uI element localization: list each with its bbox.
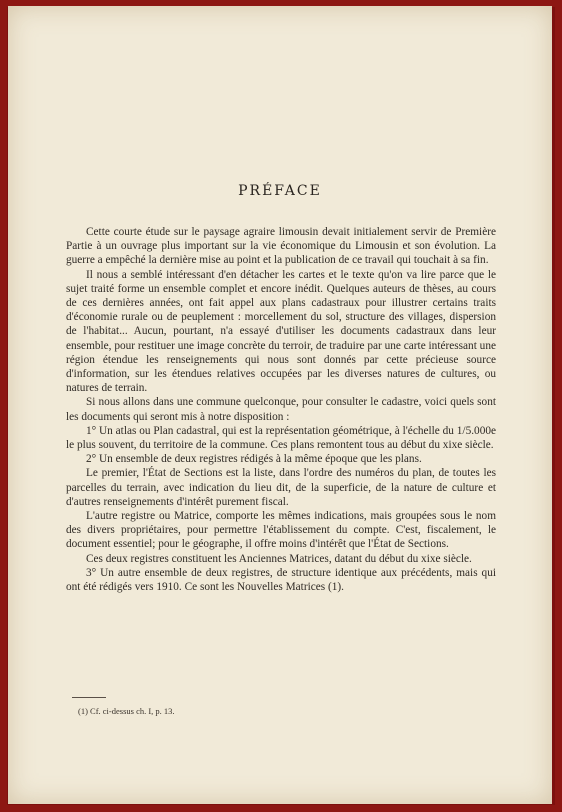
paragraph-2: Il nous a semblé intéressant d'en détacher les cartes et le texte qu'on va lire parce que le sujet traité forme un ensemble complet et encore inédit. Quelques auteurs de thèses, au cours de ces dernières années, ont fait appel aux plans cadastraux pour illustrer certains traits d'économie rurale ou de peuplement : morcellement du sol, structure des villages, dispersion de l'habitat... Aucun, pourtant, n'a essayé d'utiliser les documents cadastraux dans leur ensemble, pour restituer une image concrète du terroir, de traduire par une carte intéressant une région étendue les renseignements qui nous sont donnés par cette précieuse source d'information, sur les étendues relatives occupées par les diverses natures de cultures, ou natures de terrain. <box>66 268 496 395</box>
body-text <box>66 225 496 594</box>
page-title: PRÉFACE <box>238 183 322 199</box>
paragraph-9: 3° Un autre ensemble de deux registres, de structure identique aux précédents, mais qui ont été rédigés vers 1910. Ce sont les Nouvelles Matrices (1). <box>66 566 496 594</box>
paragraph-8: Ces deux registres constituent les Anciennes Matrices, datant du début du xixe siècle. <box>86 552 472 565</box>
paragraph-1: Cette courte étude sur le paysage agraire limousin devait initialement servir de Première Partie à un ouvrage plus important sur la vie économique du Limousin et son évolution. La guerre a empêché la dernière mise au point et la publication de ce travail qui touchait à sa fin. <box>66 226 496 267</box>
paragraph-5: 2° Un ensemble de deux registres rédigés à la même époque que les plans. <box>86 453 422 466</box>
paragraph-7: L'autre registre ou Matrice, comporte les mêmes indications, mais groupées sous le nom des divers propriétaires, pour permettre l'établissement du compte. C'est, fiscalement, le document essentiel; pour le géographe, il offre moins d'intérêt que l'État de Sections. <box>66 510 496 551</box>
document-page <box>8 6 552 804</box>
footnote: (1) Cf. ci-dessus ch. I, p. 13. <box>78 706 175 716</box>
paragraph-6: Le premier, l'État de Sections est la liste, dans l'ordre des numéros du plan, de toutes les parcelles du terrain, avec indication du lieu dit, de la superficie, de la nature de culture et d'autres renseignements d'intérêt purement fiscal. <box>66 467 496 508</box>
paragraph-3: Si nous allons dans une commune quelconque, pour consulter le cadastre, voici quels sont les documents qui seront mis à notre disposition : <box>66 396 496 423</box>
paragraph-4: 1° Un atlas ou Plan cadastral, qui est la représentation géométrique, à l'échelle du 1/5.000e le plus souvent, du territoire de la commune. Ces plans remontent tous au début du xixe siècle. <box>66 424 496 452</box>
footnote-rule <box>72 697 106 698</box>
